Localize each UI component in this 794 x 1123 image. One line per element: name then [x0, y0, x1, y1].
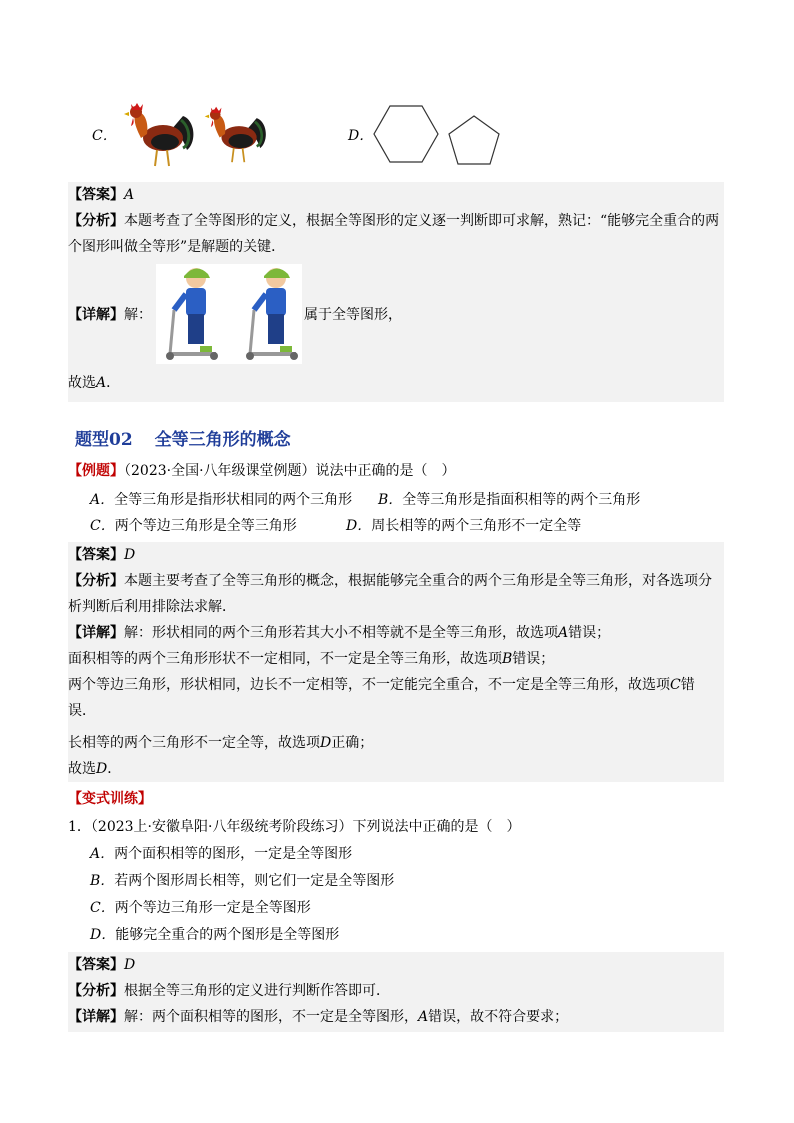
analysis-line	[68, 208, 724, 234]
detail-letter: A	[418, 1009, 429, 1025]
option-text: 两个等边三角形是全等三角形	[114, 518, 297, 534]
detail-end: 错误，故不符合要求；	[428, 1009, 569, 1025]
analysis-line-2	[68, 594, 724, 620]
conclusion-text: 故选	[68, 761, 96, 777]
conclusion-end: ．	[106, 375, 121, 391]
detail-letter: B	[502, 651, 513, 667]
question-source: （2023上·安徽阜阳·八年级统考阶段练习）下列说法中正确的是（ ）	[90, 819, 521, 835]
option-text: 全等三角形是指形状相同的两个三角形	[114, 492, 353, 508]
example-source: （2023·全国·八年级课堂例题）说法中正确的是（ ）	[124, 463, 456, 479]
option-letter: A．	[90, 846, 115, 862]
option-d-label	[348, 124, 373, 148]
detail-line-3	[68, 672, 724, 698]
analysis-line-2	[68, 234, 724, 264]
detail-text: 长相等的两个三角形不一定全等，故选项	[68, 735, 320, 751]
option-letter: C．	[90, 518, 115, 534]
detail-suffix	[304, 302, 402, 328]
variant-tag: 【变式训练】	[68, 791, 152, 807]
analysis-text: 本题主要考查了全等三角形的概念，根据能够完全重合的两个三角形是全等三角形，对各选项分	[124, 573, 712, 589]
detail-text: 属于全等图形，	[304, 307, 402, 323]
conclusion-line	[68, 756, 724, 782]
scooter-boys-image	[156, 264, 302, 364]
option-letter: C．	[90, 900, 115, 916]
hexagon-icon	[372, 104, 440, 164]
option-d-letter: D．	[348, 128, 374, 144]
option-c-letter: C．	[92, 128, 117, 144]
detail-text: 误．	[68, 703, 96, 719]
option-letter: D．	[90, 927, 116, 943]
example-option-b	[378, 488, 640, 512]
answer-value: A	[124, 187, 135, 203]
detail-line-3b	[68, 698, 724, 730]
conclusion-end: ．	[107, 761, 122, 777]
variant-option-a	[90, 842, 352, 866]
section-title: 全等三角形的概念	[154, 430, 291, 450]
detail-text: 解：	[124, 307, 152, 323]
rooster-icon	[195, 100, 269, 168]
option-text: 能够完全重合的两个图形是全等图形	[115, 927, 340, 943]
detail-text: 两个等边三角形，形状相同，边长不一定相等，不一定能完全重合，不一定是全等三角形，故选项	[68, 677, 670, 693]
variant-option-d	[90, 923, 339, 947]
answer-line	[68, 952, 724, 978]
detail-tag: 【详解】	[68, 625, 124, 641]
section-number: 题型02	[75, 430, 133, 450]
option-letter: B．	[378, 492, 403, 508]
example-option-a	[90, 488, 352, 512]
conclusion-text: 故选	[68, 375, 96, 391]
option-text: 两个等边三角形一定是全等图形	[114, 900, 311, 916]
detail-block	[68, 264, 724, 372]
detail-text: 面积相等的两个三角形形状不一定相同，不一定是全等三角形，故选项	[68, 651, 502, 667]
answer-tag: 【答案】	[68, 957, 124, 973]
detail-end: 错	[680, 677, 695, 693]
detail-tag: 【详解】	[68, 307, 124, 323]
detail-line	[68, 302, 152, 328]
variant-heading	[68, 786, 724, 812]
option-letter: B．	[90, 873, 115, 889]
option-letter: A．	[90, 492, 115, 508]
detail-letter: C	[670, 677, 681, 693]
detail-line-2	[68, 646, 724, 672]
option-letter: D．	[346, 518, 372, 534]
option-text: 两个面积相等的图形，一定是全等图形	[114, 846, 353, 862]
analysis-line	[68, 978, 724, 1004]
example-option-c	[90, 514, 297, 538]
answer-tag: 【答案】	[68, 187, 124, 203]
analysis-tag: 【分析】	[68, 213, 124, 229]
detail-end: 错误；	[512, 651, 555, 667]
answer-value: D	[124, 547, 136, 563]
detail-end: 错误；	[568, 625, 611, 641]
option-text: 周长相等的两个三角形不一定全等	[371, 518, 582, 534]
question-number: 1．	[68, 819, 91, 835]
scooter-boy-icon	[246, 268, 298, 360]
conclusion-value: D	[96, 761, 108, 777]
detail-tag: 【详解】	[68, 1009, 124, 1025]
detail-line	[68, 1004, 724, 1032]
conclusion-value: A	[96, 375, 107, 391]
variant-option-c	[90, 896, 311, 920]
option-text: 若两个图形周长相等，则它们一定是全等图形	[114, 873, 395, 889]
rooster-icon	[113, 98, 197, 170]
example-option-d	[346, 514, 581, 538]
detail-letter: D	[320, 735, 332, 751]
answer-value: D	[124, 957, 136, 973]
answer-tag: 【答案】	[68, 547, 124, 563]
variant-question	[68, 814, 724, 840]
analysis-text: 析判断后利用排除法求解．	[68, 599, 236, 615]
scooter-boy-icon	[166, 268, 218, 360]
example-question	[68, 458, 724, 484]
section-heading	[75, 425, 291, 450]
detail-line-4	[68, 730, 724, 756]
analysis-tag: 【分析】	[68, 573, 124, 589]
conclusion-line	[68, 372, 724, 402]
variant-option-b	[90, 869, 394, 893]
detail-end: 正确；	[331, 735, 374, 751]
detail-letter: A	[558, 625, 569, 641]
detail-text: 解：两个面积相等的图形，不一定是全等图形，	[124, 1009, 418, 1025]
detail-text: 解：形状相同的两个三角形若其大小不相等就不是全等三角形，故选项	[124, 625, 558, 641]
analysis-text: 本题考查了全等图形的定义，根据全等图形的定义逐一判断即可求解，熟记：“能够完全重合的两	[124, 213, 720, 229]
answer-line	[68, 182, 724, 208]
option-text: 全等三角形是指面积相等的两个三角形	[402, 492, 641, 508]
analysis-text: 根据全等三角形的定义进行判断作答即可．	[124, 983, 390, 999]
pentagon-icon	[446, 114, 502, 166]
detail-line-1	[68, 620, 724, 646]
analysis-text: 个图形叫做全等形”是解题的关键．	[68, 239, 286, 255]
analysis-line	[68, 568, 724, 594]
example-tag: 【例题】	[68, 463, 124, 479]
answer-line	[68, 542, 724, 568]
analysis-tag: 【分析】	[68, 983, 124, 999]
